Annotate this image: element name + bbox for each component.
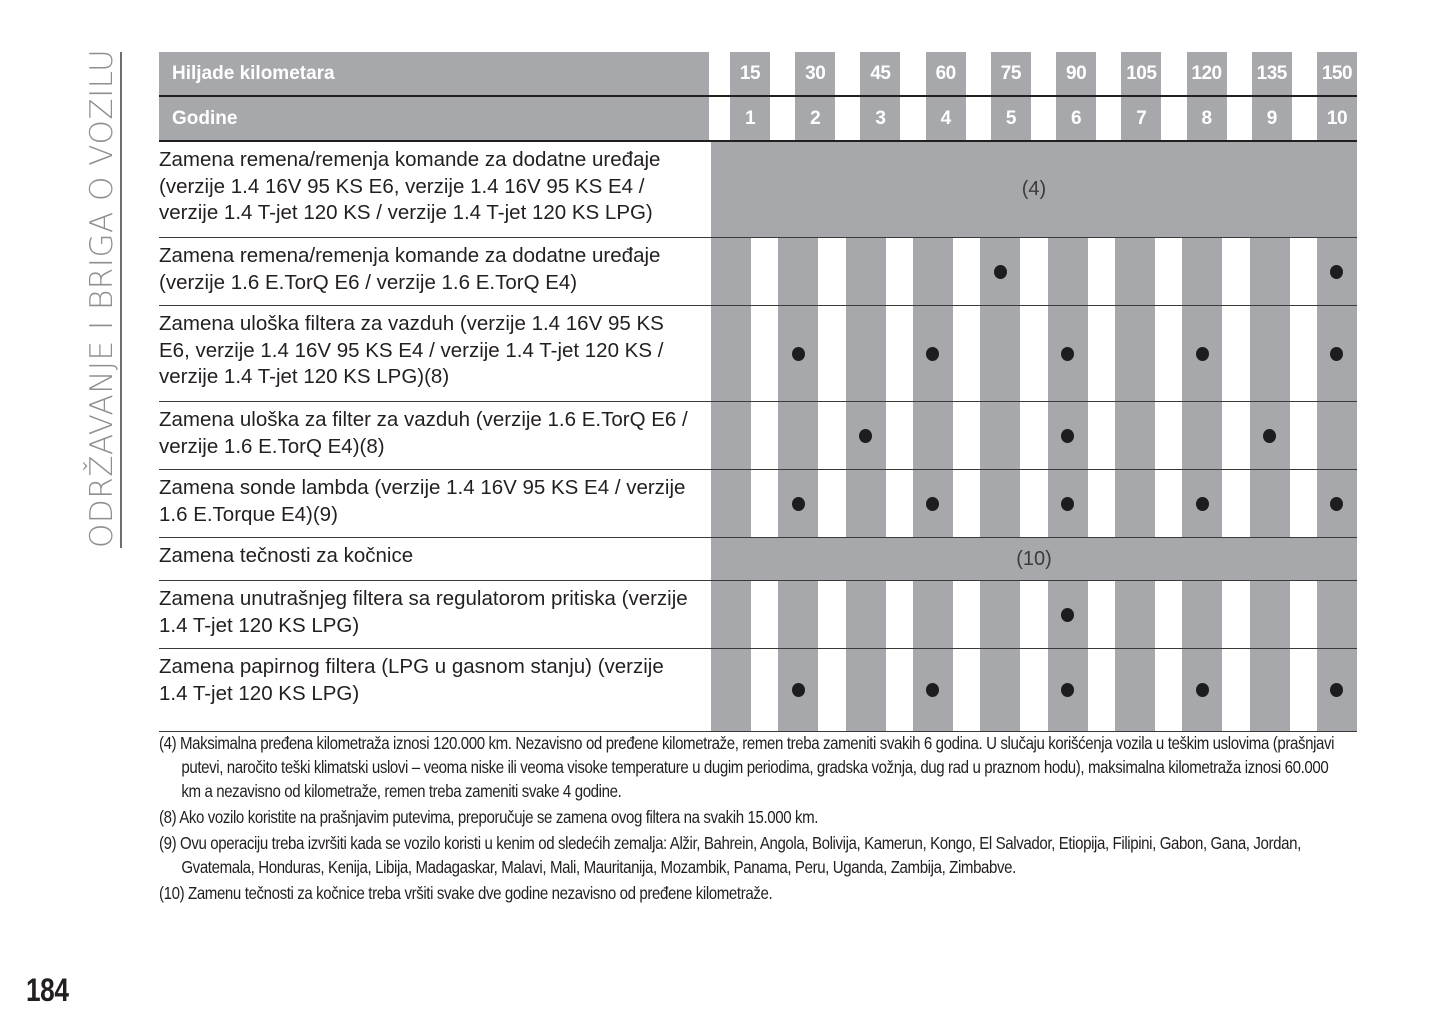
row-label-line: Zamena remena/remenja komande za dodatne uređaje xyxy=(159,148,661,171)
row-label-line: verzije 1.4 T-jet 120 KS / verzije 1.4 T-jet 120 KS LPG) xyxy=(159,201,653,224)
schedule-cell xyxy=(913,238,953,305)
schedule-cell xyxy=(778,470,818,537)
schedule-cell xyxy=(1048,649,1088,731)
schedule-cell xyxy=(846,581,886,648)
service-dot-icon xyxy=(1061,608,1074,622)
header-value: 4 xyxy=(926,97,966,140)
header-value: 10 xyxy=(1317,97,1357,140)
header-value: 45 xyxy=(860,52,900,95)
schedule-cell xyxy=(778,581,818,648)
service-dot-icon xyxy=(859,429,872,443)
header-value: 150 xyxy=(1317,52,1357,95)
schedule-cell xyxy=(1317,581,1357,648)
schedule-cell xyxy=(1115,581,1155,648)
footnotes xyxy=(159,731,1337,907)
row-label-line: 1.6 E.Torque E4)(9) xyxy=(159,502,338,526)
schedule-cell xyxy=(1317,306,1357,401)
table-row xyxy=(159,142,1357,238)
header-value: 75 xyxy=(991,52,1031,95)
header-row-years xyxy=(159,97,1357,142)
schedule-cell xyxy=(980,402,1020,469)
header-label: Godine xyxy=(159,97,709,140)
schedule-cell xyxy=(980,649,1020,731)
schedule-cell xyxy=(980,581,1020,648)
schedule-cell xyxy=(1250,402,1290,469)
schedule-cell xyxy=(1182,402,1222,469)
schedule-cell xyxy=(711,238,751,305)
header-value: 60 xyxy=(926,52,966,95)
row-label-line: Zamena tečnosti za kočnice xyxy=(159,544,414,567)
row-label-line: Zamena remena/remenja komande za dodatne uređaje xyxy=(159,244,661,267)
schedule-cell xyxy=(1048,581,1088,648)
header-value: 120 xyxy=(1187,52,1227,95)
header-value: 3 xyxy=(860,97,900,140)
schedule-cell xyxy=(980,306,1020,401)
service-dot-icon xyxy=(994,265,1007,279)
row-label xyxy=(159,538,711,580)
schedule-cell xyxy=(1048,470,1088,537)
schedule-cell xyxy=(1115,238,1155,305)
header-value: 90 xyxy=(1056,52,1096,95)
schedule-cell xyxy=(1182,238,1222,305)
header-label: Hiljade kilometara xyxy=(159,52,709,95)
schedule-cell xyxy=(778,238,818,305)
schedule-cell xyxy=(711,402,751,469)
schedule-cell xyxy=(1250,649,1290,731)
schedule-cell xyxy=(1115,649,1155,731)
service-dot-icon xyxy=(1330,347,1343,361)
header-value: 2 xyxy=(795,97,835,140)
row-label xyxy=(159,238,711,305)
service-dot-icon xyxy=(1330,683,1343,697)
service-dot-icon xyxy=(926,347,939,361)
schedule-cell xyxy=(1115,470,1155,537)
row-label-line: Zamena uloška filtera za vazduh (verzije 1.4 16V 95 KS xyxy=(159,312,664,335)
schedule-cell xyxy=(778,649,818,731)
service-dot-icon xyxy=(1330,497,1343,511)
row-label xyxy=(159,649,711,731)
schedule-cell xyxy=(711,470,751,537)
schedule-cell xyxy=(1317,238,1357,305)
schedule-cell xyxy=(846,649,886,731)
span-note-cell: (4) xyxy=(711,142,1357,237)
header-value: 5 xyxy=(991,97,1031,140)
service-dot-icon xyxy=(792,683,805,697)
schedule-cell xyxy=(1182,470,1222,537)
service-dot-icon xyxy=(926,497,939,511)
row-label-line: verzije 1.4 T-jet 120 KS LPG)(8) xyxy=(159,365,450,388)
row-label-line: E6, verzije 1.4 16V 95 KS E4 / verzije 1.4 T-jet 120 KS / xyxy=(159,338,664,362)
header-row-kilometers xyxy=(159,52,1357,97)
row-label xyxy=(159,306,711,401)
header-value: 105 xyxy=(1121,52,1161,95)
schedule-cell xyxy=(711,306,751,401)
service-dot-icon xyxy=(792,347,805,361)
section-divider xyxy=(120,52,122,548)
table-row xyxy=(159,402,1357,470)
schedule-cell xyxy=(913,306,953,401)
footnote: (10) Zamenu tečnosti za kočnice treba vršiti svake dve godine nezavisno od pređene kilometraže. xyxy=(159,883,773,903)
schedule-cell xyxy=(1048,402,1088,469)
schedule-cell xyxy=(1317,649,1357,731)
row-label-line: (verzije 1.6 E.TorQ E6 / verzije 1.6 E.TorQ E4) xyxy=(159,270,578,294)
schedule-cell xyxy=(711,649,751,731)
service-dot-icon xyxy=(1196,683,1209,697)
row-label-line: verzije 1.6 E.TorQ E4)(8) xyxy=(159,434,385,458)
schedule-cell xyxy=(1250,238,1290,305)
service-dot-icon xyxy=(1061,497,1074,511)
table-row xyxy=(159,238,1357,306)
table-row xyxy=(159,581,1357,649)
schedule-cell xyxy=(980,238,1020,305)
row-label-line: Zamena papirnog filtera (LPG u gasnom stanju) (verzije xyxy=(159,655,664,678)
row-label-line: (verzije 1.4 16V 95 KS E6, verzije 1.4 16V 95 KS E4 / xyxy=(159,174,645,198)
footnote: (8) Ako vozilo koristite na prašnjavim putevima, preporučuje se zamena ovog filtera na svakih 15.000 km. xyxy=(159,807,819,827)
schedule-cell xyxy=(1048,306,1088,401)
row-label xyxy=(159,142,711,237)
service-dot-icon xyxy=(926,683,939,697)
row-label xyxy=(159,581,711,648)
maintenance-schedule-table xyxy=(159,52,1357,732)
schedule-cell xyxy=(913,649,953,731)
schedule-cell xyxy=(913,402,953,469)
header-value: 9 xyxy=(1252,97,1292,140)
service-dot-icon xyxy=(792,497,805,511)
row-label xyxy=(159,470,711,537)
header-value: 6 xyxy=(1056,97,1096,140)
service-dot-icon xyxy=(1330,265,1343,279)
row-label xyxy=(159,402,711,469)
span-note-cell: (10) xyxy=(711,538,1357,580)
schedule-cell xyxy=(778,306,818,401)
schedule-cell xyxy=(913,581,953,648)
schedule-cell xyxy=(711,581,751,648)
schedule-cell xyxy=(913,470,953,537)
schedule-cell xyxy=(846,470,886,537)
service-dot-icon xyxy=(1196,497,1209,511)
header-value: 7 xyxy=(1121,97,1161,140)
row-label-line: Zamena uloška za filter za vazduh (verzije 1.6 E.TorQ E6 / xyxy=(159,408,688,431)
header-value: 8 xyxy=(1187,97,1227,140)
schedule-cell xyxy=(1250,581,1290,648)
header-value: 30 xyxy=(795,52,835,95)
schedule-cell xyxy=(1317,470,1357,537)
section-title: ODRŽAVANJE I BRIGA O VOZILU xyxy=(84,48,120,548)
schedule-cell xyxy=(1182,306,1222,401)
schedule-cell xyxy=(846,402,886,469)
schedule-cell xyxy=(1317,402,1357,469)
schedule-cell xyxy=(778,402,818,469)
footnote: (4) Maksimalna pređena kilometraža iznosi 120.000 km. Nezavisno od pređene kilometraže, remen treba zameniti svakih 6 godina. U slučaju korišćenja vozila u teškim uslovima (prašnjavi putevi, naročito teški klimatski uslovi – veoma niske ili veoma visoke temperature u dugim periodima, gradska vožnja, dug rad u praznom hodu), maksimalna kilometraža iznosi 60.000 km a nezavisno od kilometraže, remen treba zameniti svake 4 godine. xyxy=(159,733,1335,801)
schedule-cell xyxy=(846,238,886,305)
schedule-cell xyxy=(1048,238,1088,305)
schedule-cell xyxy=(1115,306,1155,401)
footnote: (9) Ovu operaciju treba izvršiti kada se vozilo koristi u kenim od sledećih zemalja: Alžir, Bahrein, Angola, Bolivija, Kamerun, Kongo, El Salvador, Etiopija, Filipini, Gabon, Gana, Jordan, Gvatemala, Honduras, Kenija, Libija, Madagaskar, Malavi, Mali, Mauritanija, Mozambik, Panama, Peru, Uganda, Zambija, Zimbabve. xyxy=(159,833,1301,877)
schedule-cell xyxy=(1250,470,1290,537)
schedule-cell xyxy=(980,470,1020,537)
service-dot-icon xyxy=(1196,347,1209,361)
table-row xyxy=(159,649,1357,732)
service-dot-icon xyxy=(1061,429,1074,443)
row-label-line: Zamena unutrašnjeg filtera sa regulatorom pritiska (verzije xyxy=(159,587,688,610)
row-label-line: 1.4 T-jet 120 KS LPG) xyxy=(159,681,360,705)
service-dot-icon xyxy=(1061,683,1074,697)
table-row xyxy=(159,538,1357,581)
page-number: 184 xyxy=(26,972,69,1008)
header-value: 135 xyxy=(1252,52,1292,95)
table-row xyxy=(159,306,1357,402)
header-value: 15 xyxy=(730,52,770,95)
table-row xyxy=(159,470,1357,538)
schedule-cell xyxy=(1182,649,1222,731)
service-dot-icon xyxy=(1061,347,1074,361)
row-label-line: 1.4 T-jet 120 KS LPG) xyxy=(159,613,360,637)
schedule-cell xyxy=(1182,581,1222,648)
schedule-cell xyxy=(846,306,886,401)
schedule-cell xyxy=(1115,402,1155,469)
service-dot-icon xyxy=(1263,429,1276,443)
header-value: 1 xyxy=(730,97,770,140)
row-label-line: Zamena sonde lambda (verzije 1.4 16V 95 KS E4 / verzije xyxy=(159,476,686,499)
schedule-cell xyxy=(1250,306,1290,401)
